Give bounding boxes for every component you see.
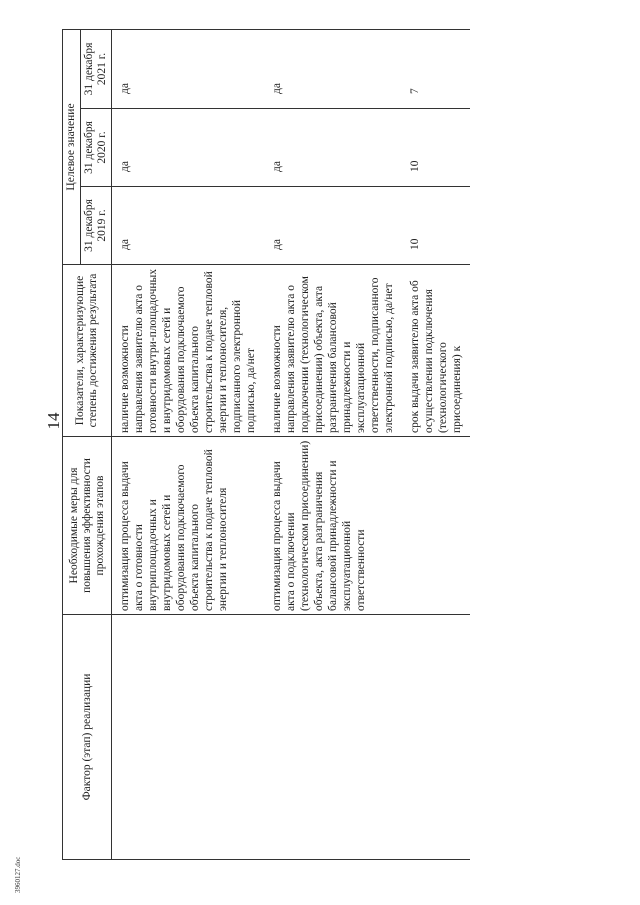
cell-value-2019: да <box>112 187 265 265</box>
cell-value-2019: 10 <box>402 187 470 265</box>
header-year-2019: 31 декабря 2019 г. <box>81 187 112 265</box>
table-row <box>402 30 470 860</box>
cell-indicator: наличие возможности направления заявителю акта о подключении (технологическом присоединении) объекта, акта разграничения балансовой принадлежности и эксплуатационной ответственности, подписанного электронной подписью, да/нет <box>264 265 402 437</box>
cell-factor <box>402 615 470 860</box>
cell-factor <box>264 615 402 860</box>
cell-value-2020: да <box>112 109 265 187</box>
cell-value-2021: да <box>112 30 265 109</box>
rotated-table-container <box>62 30 532 860</box>
header-factor: Фактор (этап) реализации <box>63 615 112 860</box>
cell-value-2019: да <box>264 187 402 265</box>
page-number: 14 <box>44 412 63 430</box>
table-row <box>112 30 265 860</box>
header-year-2021: 31 декабря 2021 г. <box>81 30 112 109</box>
footer-document-code: 3960127.doc <box>14 856 22 893</box>
cell-value-2020: 10 <box>402 109 470 187</box>
header-year-2020: 31 декабря 2020 г. <box>81 109 112 187</box>
header-measures: Необходимые меры для повышения эффективности прохождения этапов <box>63 437 112 615</box>
measures-table <box>62 29 470 860</box>
header-indicators: Показатели, характеризующие степень достижения результата <box>63 265 112 437</box>
cell-measure <box>402 437 470 615</box>
cell-value-2020: да <box>264 109 402 187</box>
cell-value-2021: да <box>264 30 402 109</box>
table-row <box>264 30 402 860</box>
cell-value-2021: 7 <box>402 30 470 109</box>
cell-measure: оптимизация процесса выдачи акта о готовности внутриплощадочных и внутридомовых сетей и оборудования подключаемого объекта капитального строительства к подаче тепловой энергии и теплоносителя <box>112 437 265 615</box>
cell-measure: оптимизация процесса выдачи акта о подключении (технологическом присоединении) объекта, акта разграничения балансовой принадлежности и эксплуатационной ответственности <box>264 437 402 615</box>
cell-indicator: срок выдачи заявителю акта об осуществлении подключения (технологического присоединения) к <box>402 265 470 437</box>
cell-indicator: наличие возможности направления заявителю акта о готовности внутри-площадочных и внутридомовых сетей и оборудования подключаемого объекта капитального строительства к подаче тепловой энергии и теплоносителя, подписанного электронной подписью, да/нет <box>112 265 265 437</box>
header-target-value: Целевое значение <box>63 30 81 265</box>
cell-factor <box>112 615 265 860</box>
